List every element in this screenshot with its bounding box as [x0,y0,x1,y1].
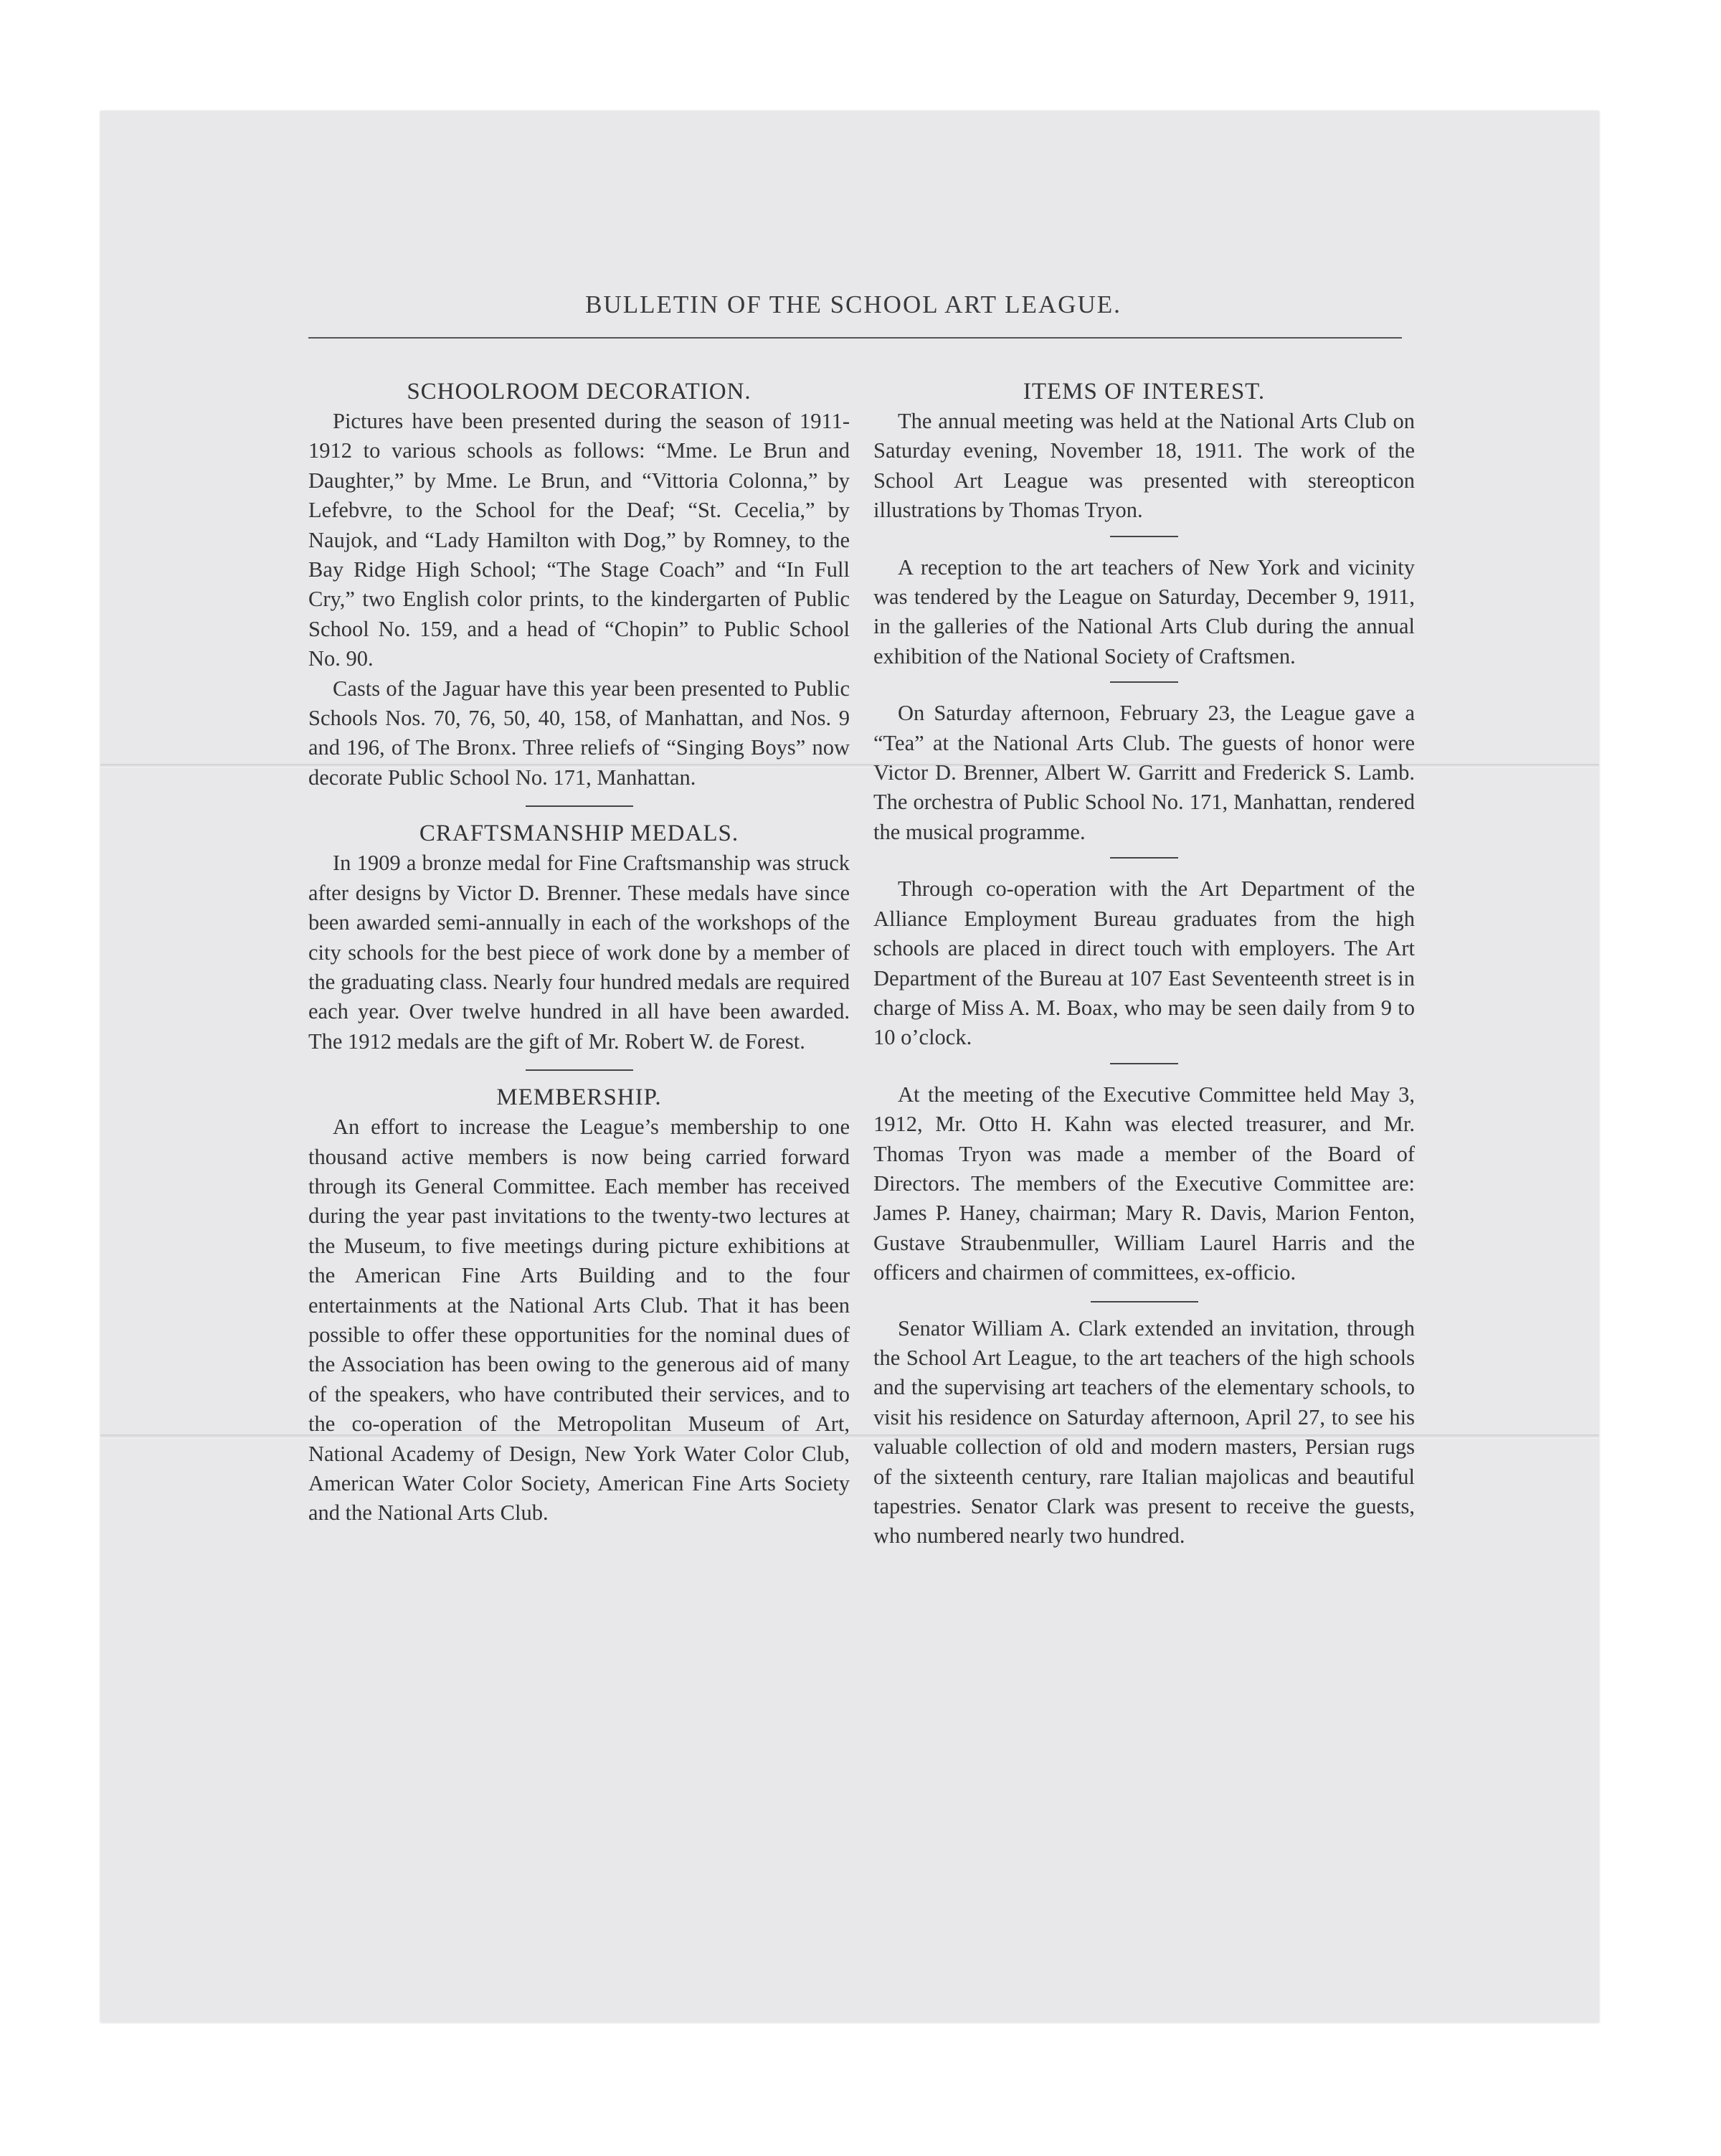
paragraph: An effort to increase the League’s membership to one thousand active members is now being carried forward through its General Committee. Each member has received during the year past invitations to the twenty-two lectures at the Museum, to five meetings during picture exhibitions at the American Fine Arts Building and to the four entertainments at the National Arts Club. That it has been possible to offer these opportunities for the nominal dues of the Association has been owing to the generous aid of many of the speakers, who have contributed their services, and to the co-operation of the Metropolitan Museum of Art, National Academy of Design, New York Water Color Club, American Water Color Society, American Fine Arts Society and the National Arts Club. [308,1115,850,1526]
section-heading-schoolroom-decoration: SCHOOLROOM DECORATION. [407,379,752,405]
news-item: A reception to the art teachers of New York and vicinity was tendered by the League on Saturday, December 9, 1911, in the galleries of the National Arts Club during the annual exhibition of the National Society of Craftsmen. [873,554,1415,668]
right-column [873,377,1415,1551]
item-divider [1110,1063,1178,1064]
news-item: At the meeting of the Executive Committee held May 3, 1912, Mr. Otto H. Kahn was elected treasurer, and Mr. Thomas Tryon was made a member of the Board of Directors. The members of the Executive Committee are: James P. Haney, chairman; Mary R. Davis, Marion Fenton, Gustave Straubenmuller, William Laurel Harris and the officers and chairmen of committees, ex-officio. [873,1082,1415,1285]
item-divider [1091,1301,1198,1302]
section-divider [526,1069,633,1071]
news-item: The annual meeting was held at the National Arts Club on Saturday evening, November 18, 1911. The work of the School Art League was presented with stereopticon illustrations by Thomas Tryon. [873,409,1415,523]
left-column [308,377,850,1528]
bulletin-title: BULLETIN OF THE SCHOOL ART LEAGUE. [585,290,1122,318]
section-heading-membership: MEMBERSHIP. [496,1084,662,1111]
paragraph: In 1909 a bronze medal for Fine Craftsmanship was struck after designs by Victor D. Brenner. These medals have since been awarded semi-annually in each of the workshops of the city schools for the best piece of work done by a member of the graduating class. Nearly four hundred medals are required each year. Over twelve hundred in all have been awarded. The 1912 medals are the gift of Mr. Robert W. de Forest. [308,851,850,1054]
paragraph: Pictures have been presented during the season of 1911-1912 to various schools as follows: “Mme. Le Brun and Daughter,” by Mme. Le Brun, and “Vittoria Colonna,” by Lefebvre, to the School for the Deaf; “St. Cecelia,” by Naujok, and “Lady Hamilton with Dog,” by Romney, to the Bay Ridge High School; “The Stage Coach” and “In Full Cry,” two English color prints, to the kindergarten of Public School No. 159, and a head of “Chopin” to Public School No. 90. [308,409,850,671]
paragraph: Casts of the Jaguar have this year been presented to Public Schools Nos. 70, 76, 50, 40, 158, of Manhattan, and Nos. 9 and 196, of The Bronx. Three reliefs of “Singing Boys” now decorate Public School No. 171, Manhattan. [308,676,850,790]
news-item: Senator William A. Clark extended an invitation, through the School Art League, to the art teachers of the high schools and the supervising art teachers of the elementary schools, to visit his residence on Saturday afternoon, April 27, to see his valuable collection of old and modern masters, Persian rugs of the sixteenth century, rare Italian majolicas and beautiful tapestries. Senator Clark was present to receive the guests, who numbered nearly two hundred. [873,1315,1415,1549]
item-divider [1110,857,1178,859]
section-heading-items-of-interest: ITEMS OF INTEREST. [1023,379,1266,405]
item-divider [1110,681,1178,683]
item-divider [1110,536,1178,537]
section-heading-craftsmanship-medals: CRAFTSMANSHIP MEDALS. [419,821,739,847]
news-item: On Saturday afternoon, February 23, the League gave a “Tea” at the National Arts Club. The guests of honor were Victor D. Brenner, Albert W. Garritt and Frederick S. Lamb. The orchestra of Public School No. 171, Manhattan, rendered the musical programme. [873,701,1415,844]
header-rule [308,337,1402,339]
section-divider [526,805,633,807]
news-item: Through co-operation with the Art Department of the Alliance Employment Bureau graduates from the high schools are placed in direct touch with employers. The Art Department of the Bureau at 107 East Seventeenth street is in charge of Miss A. M. Boax, who may be seen daily from 9 to 10 o’clock. [873,876,1415,1050]
